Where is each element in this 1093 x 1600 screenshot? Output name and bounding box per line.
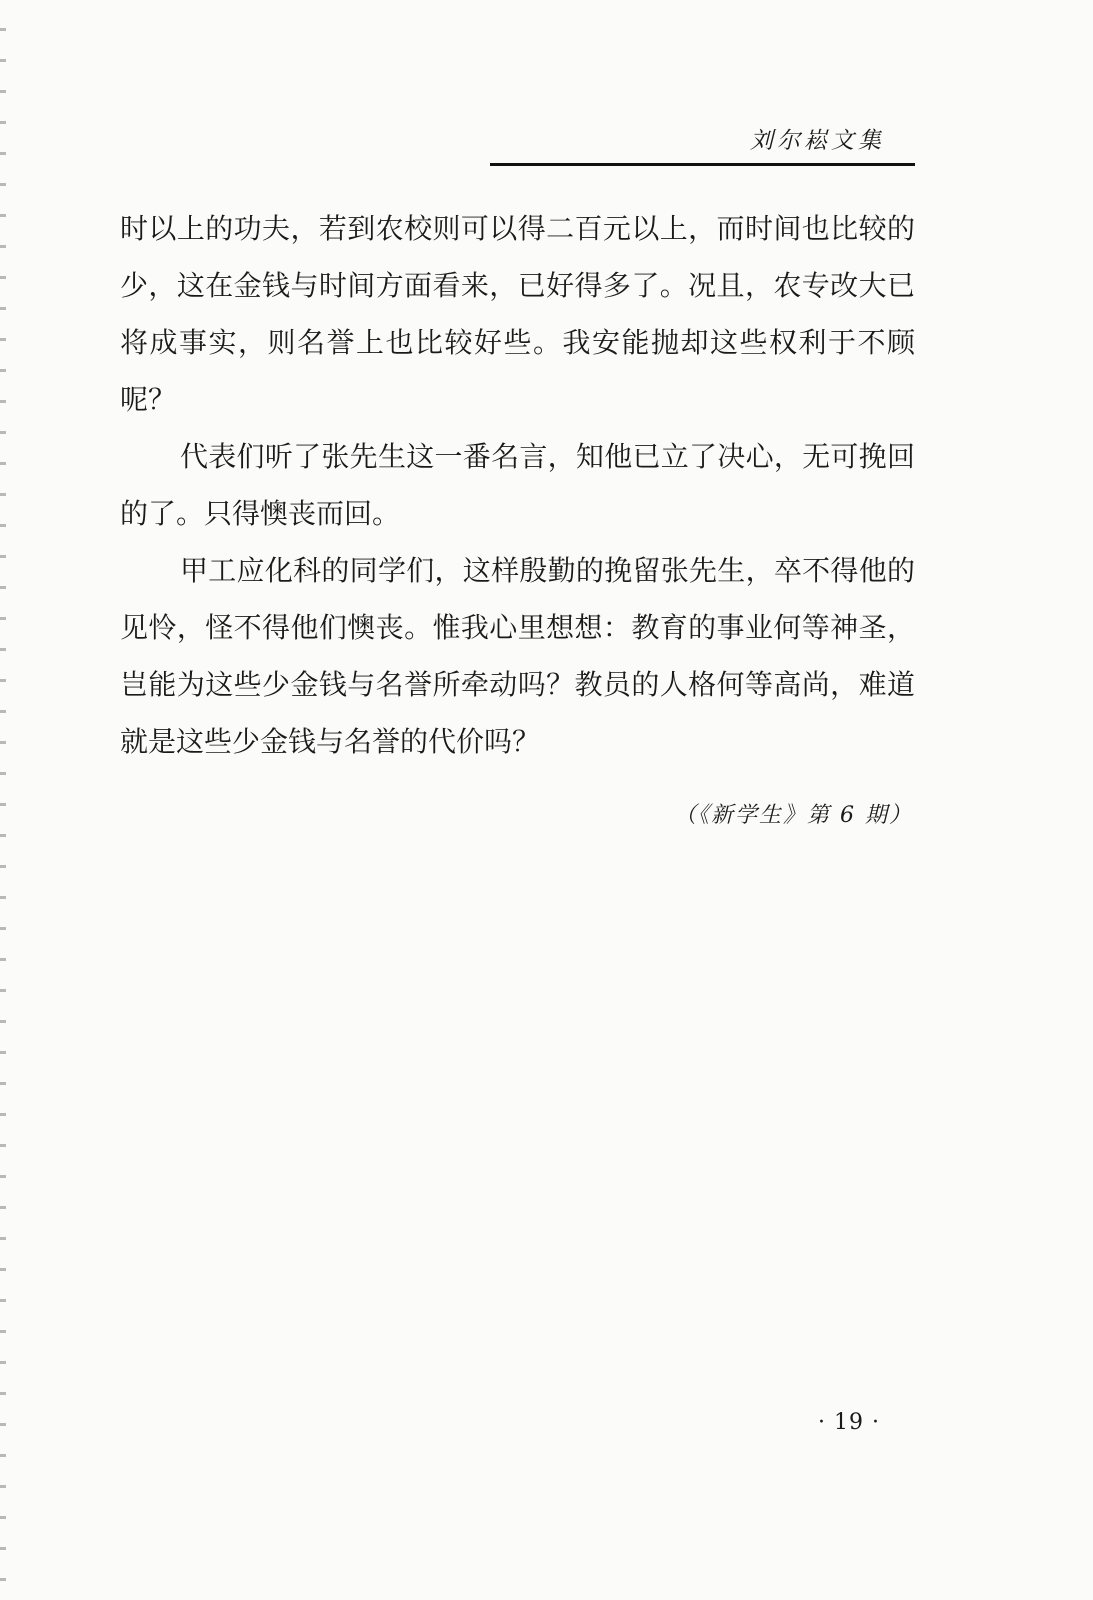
page-number: · 19 ·: [818, 1410, 880, 1435]
running-header: [490, 118, 915, 166]
paragraph: 甲工应化科的同学们，这样殷勤的挽留张先生，卒不得他的见怜，怪不得他们懊丧。惟我心里想想：教育的事业何等神圣，岂能为这些少金钱与名誉所牵动吗？教员的人格何等高尚，难道就是这些少金钱与名誉的代价吗？: [120, 554, 915, 758]
paragraph: 时以上的功夫，若到农校则可以得二百元以上，而时间也比较的少，这在金钱与时间方面看来，已好得多了。况且，农专改大已将成事实，则名誉上也比较好些。我安能抛却这些权利于不顾呢？: [120, 212, 915, 416]
header-rule: [490, 163, 915, 166]
body-text: [120, 200, 915, 770]
running-header-title: 刘尔崧文集: [750, 128, 885, 154]
paragraph: 代表们听了张先生这一番名言，知他已立了决心，无可挽回的了。只得懊丧而回。: [120, 440, 915, 530]
scan-edge-shadow: [0, 0, 6, 1600]
source-citation: （《新学生》第 6 期）: [674, 803, 913, 828]
